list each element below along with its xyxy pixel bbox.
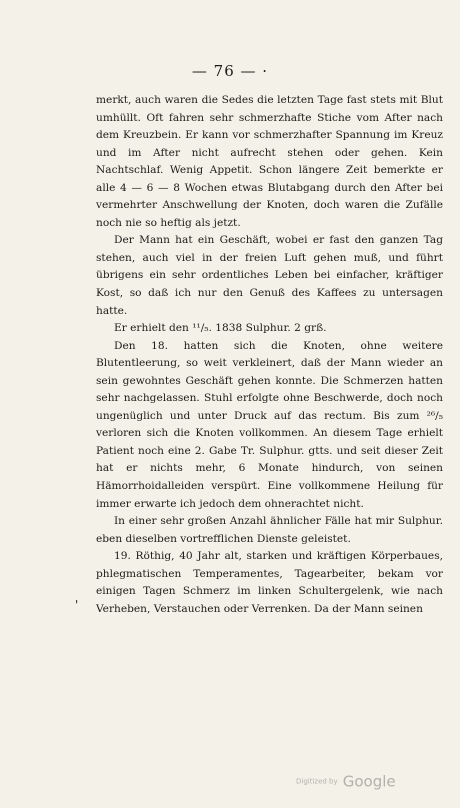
paragraph-occupation: Der Mann hat ein Geschäft, wobei er fast den ganzen Tag stehen, auch viel in der freien Luft gehen muß, und führt übrigens ein sehr ordentliches Leben bei einfacher, kräftiger Kost, so daß ich nur den Genuß des Kaffees zu untersagen hatte. bbox=[96, 234, 443, 317]
margin-mark: ' bbox=[75, 598, 79, 612]
paragraph-case-19: 19. Röthig, 40 Jahr alt, starken und kräftigen Körperbaues, phlegmatischen Temperamentes, Tagearbeiter, bekam vor einigen Tagen Schmerz im linken Schultergelenk, wie nach Verheben, Verstauchen oder Verrenken. Da der Mann seinen bbox=[96, 550, 443, 615]
paragraph-summary: In einer sehr großen Anzahl ähnlicher Fälle hat mir Sulphur. eben dieselben vortrefflichen Dienste geleistet. bbox=[96, 515, 443, 545]
body-text bbox=[96, 92, 443, 618]
google-watermark bbox=[296, 771, 396, 791]
paragraph-dose: Er erhielt den ¹¹/₅. 1838 Sulphur. 2 grß. bbox=[114, 322, 327, 335]
page-number: — 76 — · bbox=[191, 62, 269, 80]
digitized-label: Digitized by bbox=[296, 777, 338, 786]
paragraph-progress: Den 18. hatten sich die Knoten, ohne weitere Blutentleerung, so weit verkleinert, daß der Mann wieder an sein gewohntes Geschäft gehen konnte. Die Schmerzen hatten sehr nachgelassen. Stuhl erfolgte ohne Beschwerde, doch noch ungenüglich und unter Druck auf das rectum. Bis zum ²⁶/₅ verloren sich die Knoten vollkommen. An diesem Tage erhielt Patient noch eine 2. Gabe Tr. Sulphur. gtts. und seit dieser Zeit hat er nichts mehr, 6 Monate hindurch, von seinen Hämorrhoidalleiden verspürt. Eine vollkommene Heilung für immer erwarte ich jedoch dem ohnerachtet nicht. bbox=[96, 339, 443, 510]
google-logo: Google bbox=[342, 772, 396, 791]
paragraph-continuation: merkt, auch waren die Sedes die letzten Tage fast stets mit Blut umhüllt. Oft fahren sehr schmerzhafte Stiche vom After nach dem Kreuzbein. Er kann vor schmerzhafter Spannung im Kreuz und im After nicht aufrecht stehen oder gehen. Kein Nachtschlaf. Wenig Appetit. Schon längere Zeit bemerkte er alle 4 — 6 — 8 Wochen etwas Blutabgang durch den After bei vermehrter Anschwellung der Knoten, doch waren die Zufälle noch nie so heftig als jetzt. bbox=[96, 94, 443, 229]
